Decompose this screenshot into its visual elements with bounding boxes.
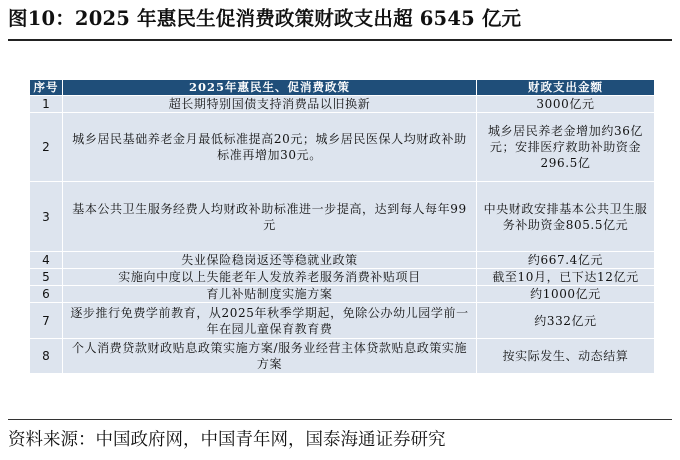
table-header-row xyxy=(30,80,655,96)
row-amount: 3000亿元 xyxy=(477,96,655,113)
row-policy: 逐步推行免费学前教育，从2025年秋季学期起，免除公办幼儿园学前一年在园儿童保育教育费 xyxy=(63,303,477,339)
header-policy: 2025年惠民生、促消费政策 xyxy=(63,80,477,96)
row-amount: 约667.4亿元 xyxy=(477,252,655,269)
header-index: 序号 xyxy=(30,80,63,96)
row-index: 3 xyxy=(30,182,63,252)
table-row xyxy=(30,269,655,286)
figure-title: 图10：2025 年惠民生促消费政策财政支出超 6545 亿元 xyxy=(8,7,522,30)
row-amount: 约1000亿元 xyxy=(477,286,655,303)
table-row xyxy=(30,113,655,182)
table-row xyxy=(30,303,655,339)
row-index: 4 xyxy=(30,252,63,269)
row-index: 6 xyxy=(30,286,63,303)
row-index: 5 xyxy=(30,269,63,286)
row-policy: 超长期特别国债支持消费品以旧换新 xyxy=(63,96,477,113)
header-amount: 财政支出金额 xyxy=(477,80,655,96)
row-amount: 城乡居民养老金增加约36亿元；安排医疗救助补助资金296.5亿 xyxy=(477,113,655,182)
row-index: 2 xyxy=(30,113,63,182)
row-policy: 城乡居民基础养老金月最低标准提高20元；城乡居民医保人均财政补助标准再增加30元。 xyxy=(63,113,477,182)
row-index: 8 xyxy=(30,339,63,374)
policy-table xyxy=(29,79,655,374)
row-index: 7 xyxy=(30,303,63,339)
row-amount: 中央财政安排基本公共卫生服务补助资金805.5亿元 xyxy=(477,182,655,252)
row-policy: 育儿补贴制度实施方案 xyxy=(63,286,477,303)
row-amount: 截至10月，已下达12亿元 xyxy=(477,269,655,286)
table-row xyxy=(30,339,655,374)
table-row xyxy=(30,286,655,303)
table-row xyxy=(30,182,655,252)
table-row xyxy=(30,96,655,113)
row-index: 1 xyxy=(30,96,63,113)
title-rule xyxy=(8,39,672,41)
row-policy: 失业保险稳岗返还等稳就业政策 xyxy=(63,252,477,269)
row-policy: 基本公共卫生服务经费人均财政补助标准进一步提高，达到每人每年99元 xyxy=(63,182,477,252)
row-policy: 个人消费贷款财政贴息政策实施方案/服务业经营主体贷款贴息政策实施方案 xyxy=(63,339,477,374)
row-policy: 实施向中度以上失能老年人发放养老服务消费补贴项目 xyxy=(63,269,477,286)
table-row xyxy=(30,252,655,269)
source-note: 资料来源：中国政府网，中国青年网，国泰海通证券研究 xyxy=(8,430,446,450)
row-amount: 约332亿元 xyxy=(477,303,655,339)
row-amount: 按实际发生、动态结算 xyxy=(477,339,655,374)
source-rule xyxy=(8,419,672,420)
